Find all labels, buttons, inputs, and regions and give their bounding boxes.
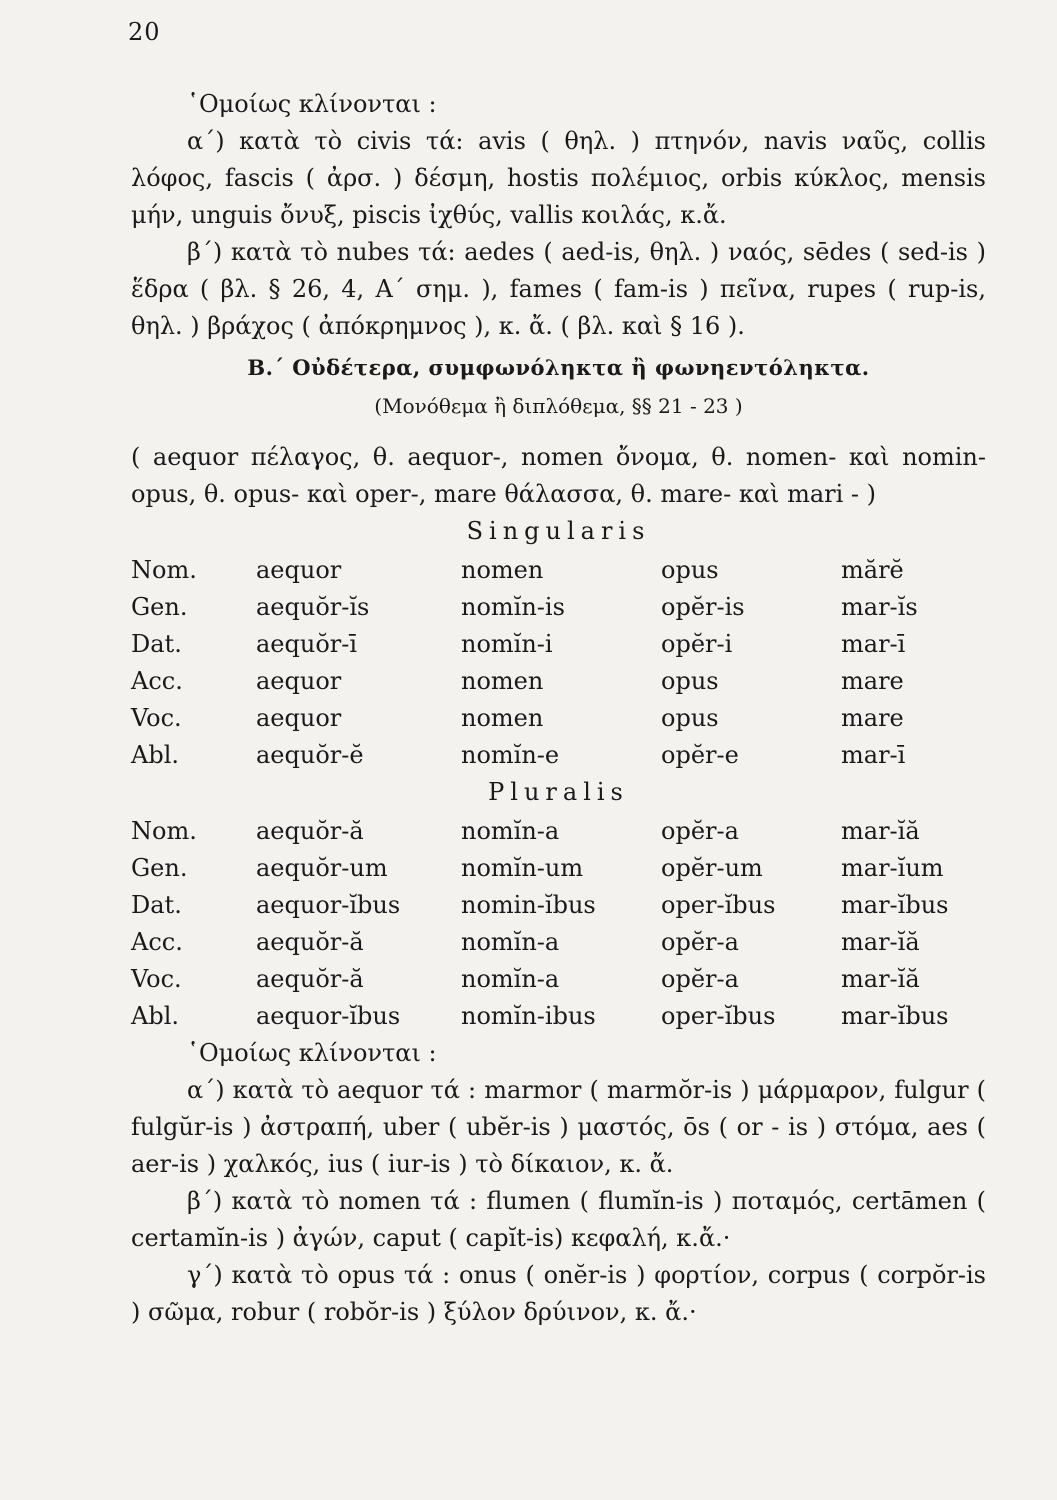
declension-form: aequor — [256, 556, 342, 584]
declension-form: nomĭn-is — [461, 593, 565, 621]
paragraph-civis: α΄) κατὰ τὸ civis τά: avis ( θηλ. ) πτηνόν, navis ναῦς, collis λόφος, fascis ( ἀρσ. ) δέσμη, hostis πολέμιος, orbis κύκλος, mensis μήν, unguis ὄνυξ, piscis ἰχθύς, vallis κοιλάς, κ.ἄ. — [131, 127, 986, 229]
case-label: Voc. — [131, 704, 182, 732]
table-row — [131, 663, 986, 700]
declension-form: mar-ī — [841, 741, 906, 769]
singularis-table — [131, 552, 986, 774]
declension-form: opĕr-a — [661, 928, 739, 956]
table-row — [131, 998, 986, 1035]
declension-form: oper-ĭbus — [661, 1002, 776, 1030]
intro-heading: ῾Ομοίως κλίνονται : — [187, 90, 437, 118]
declension-form: mar-ĭs — [841, 593, 918, 621]
paragraph-aequor: α΄) κατὰ τὸ aequor τά : marmor ( marmŏr-is ) μάρμαρον, fulgur ( fulgŭr-is ) ἀστραπή, uber ( ubĕr-is ) μαστός, ōs ( or - is ) στόμα, aes ( aer-is ) χαλκός, ius ( iur-is ) τὸ δίκαιον, κ. ἄ. — [131, 1076, 986, 1178]
case-label: Nom. — [131, 817, 197, 845]
declension-form: mar-ī — [841, 630, 906, 658]
declension-form: mărĕ — [841, 556, 904, 584]
declension-form: nomen — [461, 556, 544, 584]
declension-form: opĕr-a — [661, 965, 739, 993]
declension-form: aequŏr-um — [256, 854, 388, 882]
declension-form: nomĭn-a — [461, 965, 560, 993]
case-label: Abl. — [131, 741, 179, 769]
table-row — [131, 700, 986, 737]
declension-form: aequŏr-ī — [256, 630, 358, 658]
declension-form: opĕr-is — [661, 593, 745, 621]
declension-form: nomĭn-ibus — [461, 1002, 596, 1030]
declension-form: mare — [841, 667, 904, 695]
case-label: Gen. — [131, 593, 188, 621]
case-label: Dat. — [131, 630, 182, 658]
declension-form: nomin-ĭbus — [461, 891, 596, 919]
declension-form: aequor — [256, 667, 342, 695]
case-label: Gen. — [131, 854, 188, 882]
declension-form: nomen — [461, 704, 544, 732]
table-row — [131, 626, 986, 663]
declension-form: opĕr-a — [661, 817, 739, 845]
case-label: Acc. — [131, 928, 183, 956]
declension-form: mare — [841, 704, 904, 732]
declension-form: nomĭn-i — [461, 630, 553, 658]
paragraph-opus: γ΄) κατὰ τὸ opus τά : onus ( onĕr-is ) φορτίον, corpus ( corpŏr-is ) σῶμα, robur ( robŏr-is ) ξύλον δρύινον, κ. ἄ.· — [131, 1261, 986, 1326]
declension-form: nomĭn-a — [461, 928, 560, 956]
declension-form: aequŏr-ĕ — [256, 741, 364, 769]
declension-form: opus — [661, 667, 719, 695]
table-row — [131, 737, 986, 774]
table-row — [131, 887, 986, 924]
table-row — [131, 924, 986, 961]
declension-form: opĕr-e — [661, 741, 739, 769]
declension-form: nomĭn-um — [461, 854, 584, 882]
declension-form: aequŏr-ă — [256, 928, 364, 956]
pluralis-title: Pluralis — [488, 778, 629, 806]
singularis-title: Singularis — [466, 517, 651, 545]
declension-form: oper-ĭbus — [661, 891, 776, 919]
declension-form: aequŏr-ĭs — [256, 593, 370, 621]
declension-form: mar-ĭbus — [841, 891, 949, 919]
declension-form: nomen — [461, 667, 544, 695]
declension-form: mar-ĭă — [841, 965, 920, 993]
declension-form: mar-ĭă — [841, 817, 920, 845]
declension-form: aequor-ĭbus — [256, 1002, 401, 1030]
declension-form: nomĭn-e — [461, 741, 560, 769]
section-heading: Β.΄ Οὐδέτερα, συμφωνόληκτα ἢ φωνηεντόληκτα. — [247, 355, 870, 380]
case-label: Dat. — [131, 891, 182, 919]
table-row — [131, 813, 986, 850]
declension-form: opĕr-i — [661, 630, 733, 658]
outro-heading: ῾Ομοίως κλίνονται : — [187, 1039, 437, 1067]
case-label: Voc. — [131, 965, 182, 993]
declension-form: aequŏr-ă — [256, 965, 364, 993]
declension-form: opus — [661, 556, 719, 584]
case-label: Nom. — [131, 556, 197, 584]
table-row — [131, 850, 986, 887]
declension-form: nomĭn-a — [461, 817, 560, 845]
declension-form: opĕr-um — [661, 854, 763, 882]
declension-form: mar-ĭbus — [841, 1002, 949, 1030]
themes-paragraph: ( aequor πέλαγος, θ. aequor-, nomen ὄνομα, θ. nomen- καὶ nomin-opus, θ. opus- καὶ oper-, mare θάλασσα, θ. mare- καὶ mari - ) — [131, 443, 986, 508]
table-row — [131, 552, 986, 589]
declension-form: aequor-ĭbus — [256, 891, 401, 919]
page-content — [131, 86, 986, 1331]
table-row — [131, 589, 986, 626]
declension-form: mar-ĭum — [841, 854, 944, 882]
page-number: 20 — [128, 18, 161, 46]
case-label: Acc. — [131, 667, 183, 695]
case-label: Abl. — [131, 1002, 179, 1030]
declension-form: opus — [661, 704, 719, 732]
paragraph-nubes: β΄) κατὰ τὸ nubes τά: aedes ( aed-is, θηλ. ) ναός, sēdes ( sed-is ) ἕδρα ( βλ. § 26, 4, Α΄ σημ. ), fames ( fam-is ) πεῖνα, rupes ( rup-is, θηλ. ) βράχος ( ἀπόκρημνος ), κ. ἄ. ( βλ. καὶ § 16 ). — [131, 238, 986, 340]
paragraph-nomen: β΄) κατὰ τὸ nomen τά : flumen ( flumĭn-is ) ποταμός, certāmen ( certamĭn-is ) ἀγών, caput ( capĭt-is) κεφαλή, κ.ἄ.· — [131, 1187, 986, 1252]
section-subnote: (Μονόθεμα ἢ διπλόθεμα, §§ 21 - 23 ) — [374, 394, 743, 418]
pluralis-table — [131, 813, 986, 1035]
declension-form: aequor — [256, 704, 342, 732]
declension-form: aequŏr-ă — [256, 817, 364, 845]
declension-form: mar-ĭă — [841, 928, 920, 956]
table-row — [131, 961, 986, 998]
